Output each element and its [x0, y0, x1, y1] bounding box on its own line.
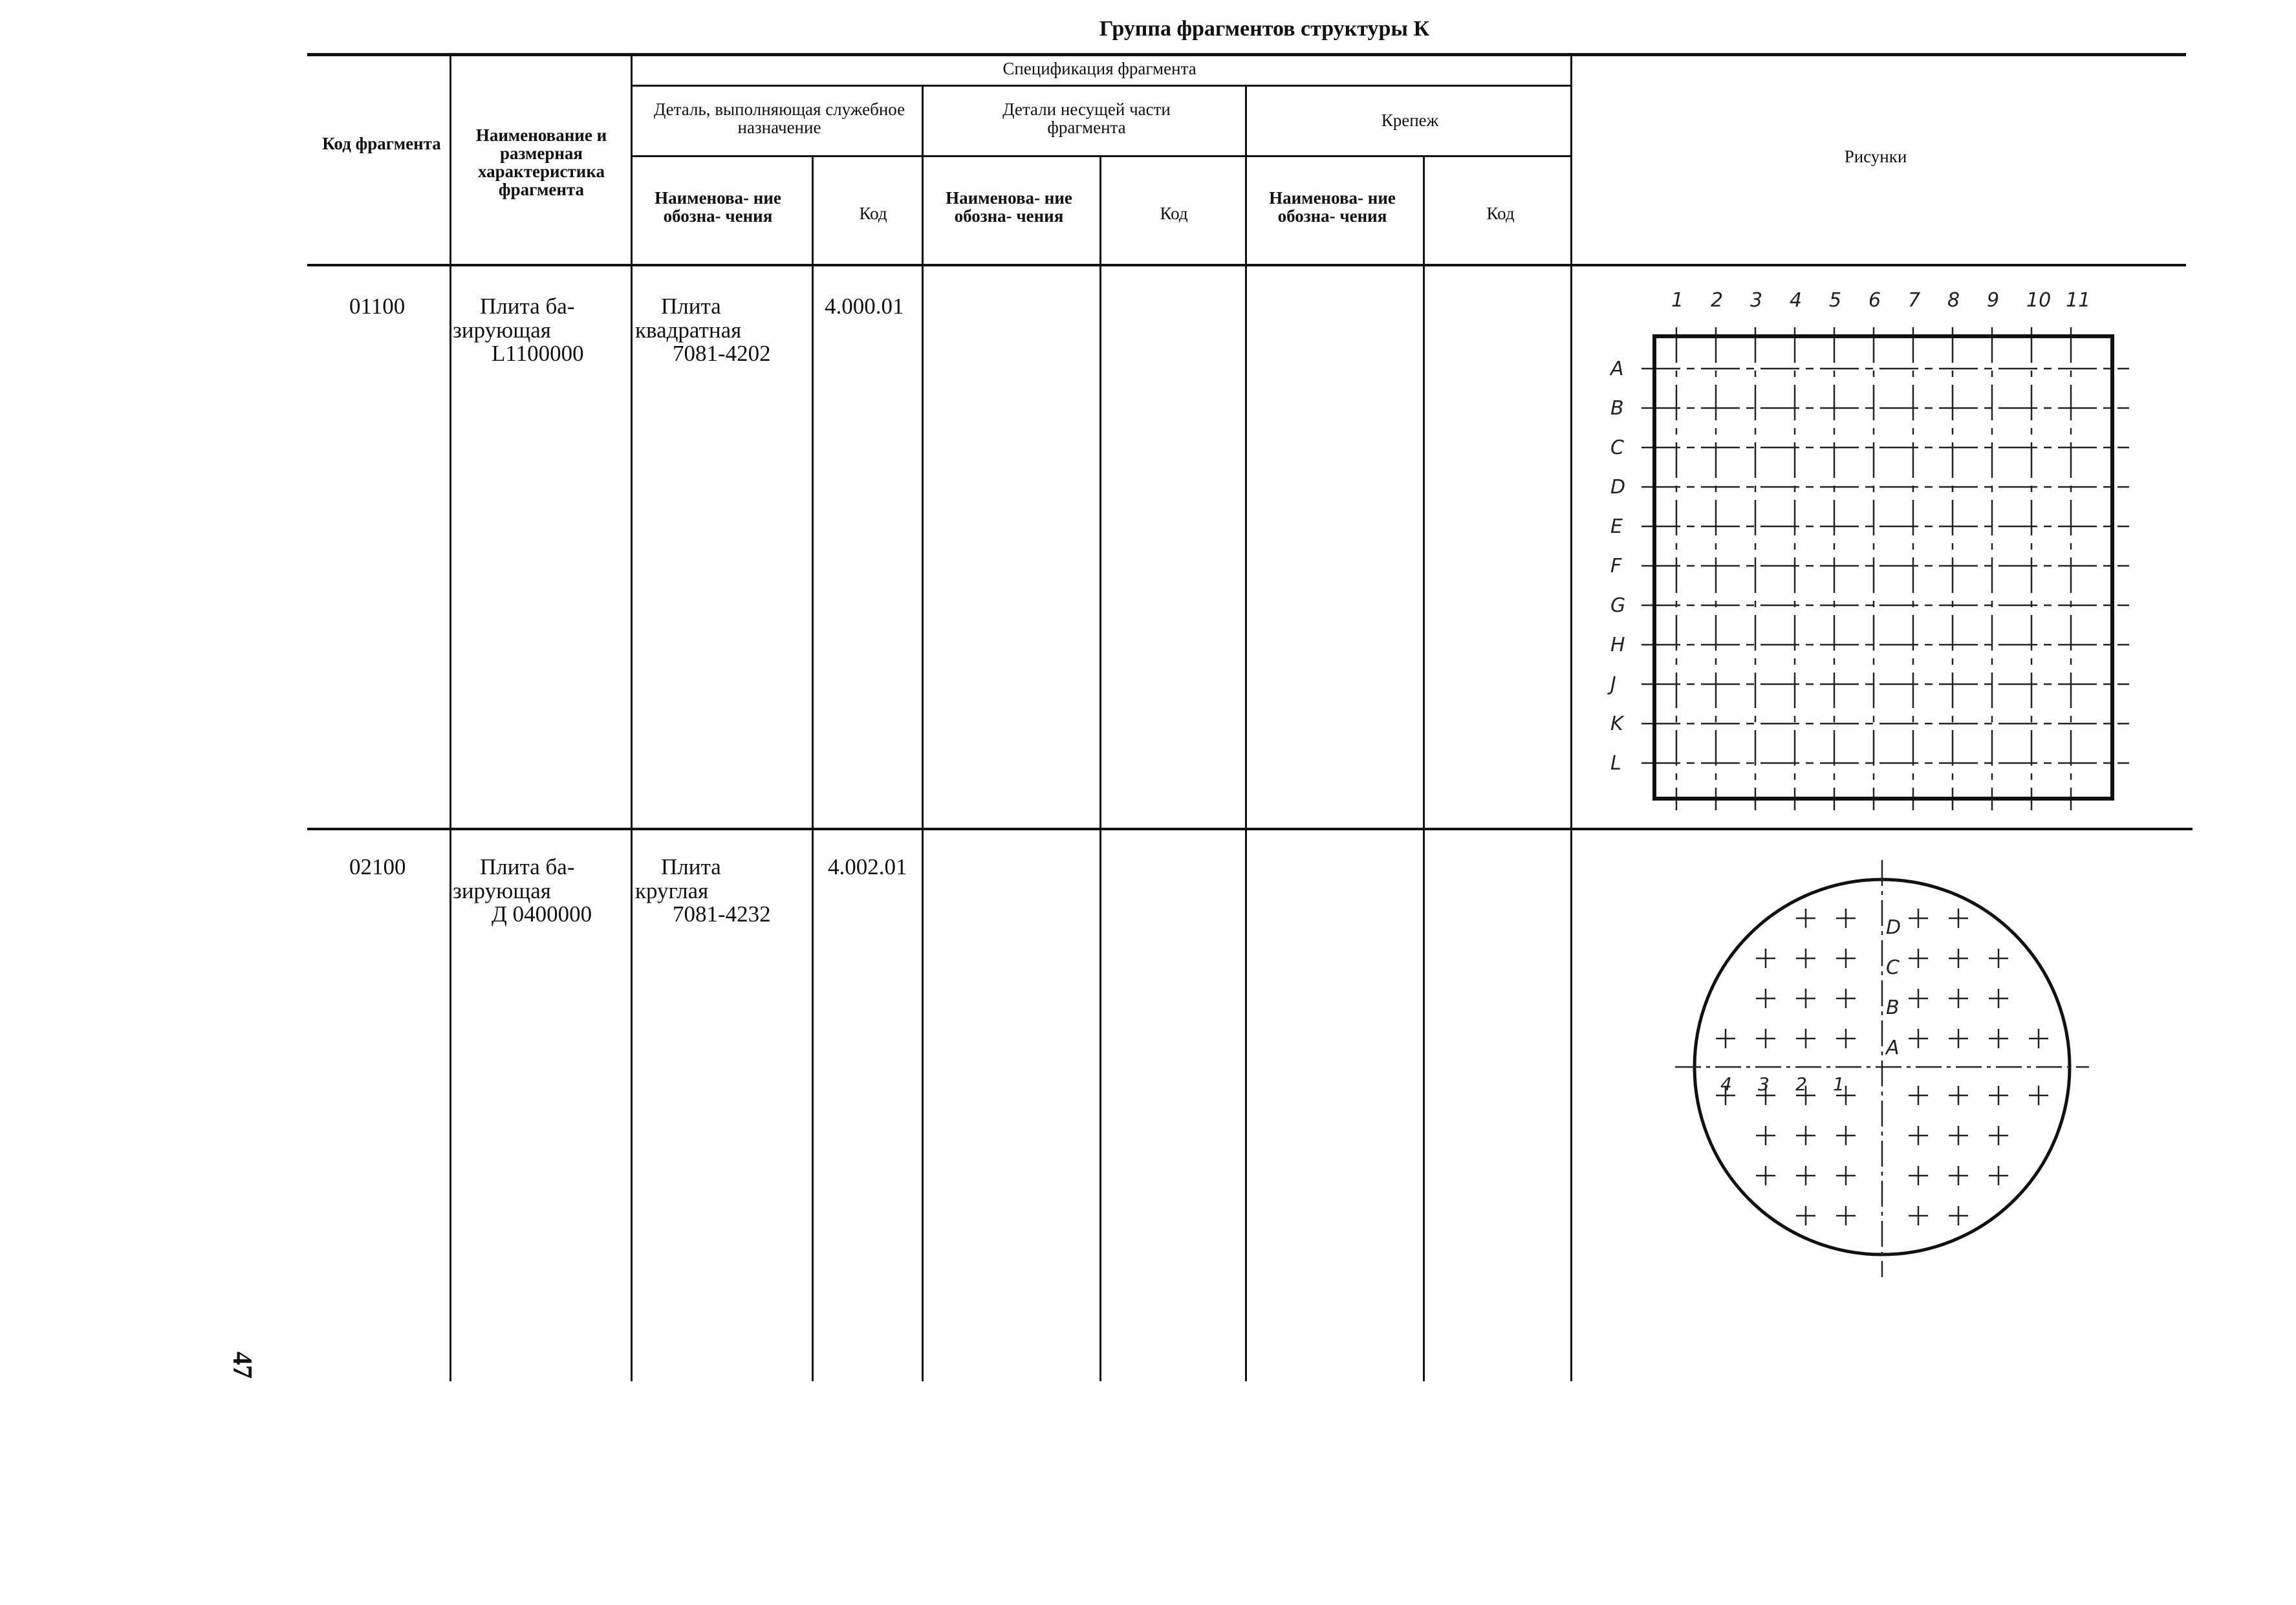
header-spec: Спецификация фрагмента: [1002, 59, 1197, 78]
square-col-label: 7: [1908, 289, 1921, 312]
square-col-label: 6: [1868, 289, 1881, 312]
row1-part-line1: Плита: [661, 294, 721, 319]
circle-axis-letter: B: [1886, 996, 1900, 1019]
circle-axis-number: 4: [1720, 1073, 1732, 1095]
row2-part-line1: Плита: [661, 854, 721, 879]
header-carrier-parts: Детали несущей части фрагмента: [1002, 100, 1171, 137]
square-row-label: H: [1610, 634, 1625, 656]
square-plate-drawing: [1597, 278, 2141, 847]
header-code: Код фрагмента: [322, 134, 441, 153]
header-service-part: Деталь, выполняющая служебное назначение: [653, 100, 905, 137]
square-row-label: B: [1610, 397, 1624, 420]
square-col-label: 8: [1947, 289, 1960, 312]
header-sub-name-2: Наименова- ние обозна- чения: [946, 188, 1072, 226]
square-row-label: A: [1610, 358, 1624, 380]
row1-name-line2: зирующая: [453, 318, 551, 343]
square-col-label: 10: [2026, 289, 2052, 312]
header-sub-code-2: Код: [1160, 204, 1188, 223]
circle-axis-letter: A: [1886, 1037, 1900, 1059]
row2-part-code: 4.002.01: [828, 854, 907, 879]
page-number: 47: [227, 1352, 257, 1379]
square-col-label: 11: [2066, 289, 2091, 312]
round-plate-drawing: [1662, 854, 2102, 1280]
row2-name-line2: зирующая: [453, 878, 551, 903]
square-row-label: J: [1610, 673, 1616, 696]
square-row-label: G: [1610, 594, 1626, 617]
square-col-label: 4: [1790, 289, 1803, 312]
square-col-label: 9: [1987, 289, 2000, 312]
square-row-label: L: [1610, 752, 1621, 775]
square-col-label: 1: [1671, 289, 1684, 312]
row1-code: 01100: [349, 294, 406, 319]
header-sub-code-3: Код: [1486, 204, 1515, 223]
header-sub-name-1: Наименова- ние обозна- чения: [655, 188, 781, 226]
row1-part-line3: 7081-4202: [673, 341, 771, 366]
circle-axis-number: 2: [1795, 1073, 1807, 1095]
row2-name-line1: Плита ба-: [480, 854, 575, 879]
header-name: Наименование и размерная характеристика фрагмента: [475, 125, 607, 199]
circle-axis-letter: D: [1886, 916, 1901, 939]
circle-axis-letter: C: [1886, 956, 1900, 979]
header-sub-code-1: Код: [859, 204, 887, 223]
row2-part-line3: 7081-4232: [673, 901, 771, 927]
square-row-label: E: [1610, 515, 1623, 538]
circle-axis-number: 3: [1758, 1073, 1770, 1095]
circle-axis-number: 1: [1833, 1073, 1845, 1095]
header-sub-name-3: Наименова- ние обозна- чения: [1269, 188, 1396, 226]
header-drawings: Рисунки: [1844, 147, 1907, 166]
row1-part-code: 4.000.01: [825, 294, 904, 319]
square-col-label: 5: [1829, 289, 1842, 312]
row1-part-line2: квадратная: [635, 318, 742, 343]
row2-name-line3: Д 0400000: [492, 901, 592, 927]
row2-code: 02100: [349, 854, 406, 879]
page-title: Группа фрагментов структуры К: [1099, 17, 1430, 41]
header-fasteners: Крепеж: [1381, 111, 1439, 130]
square-col-label: 3: [1750, 289, 1763, 312]
row1-name-line1: Плита ба-: [480, 294, 575, 319]
square-row-label: K: [1610, 713, 1623, 735]
row2-part-line2: круглая: [635, 878, 709, 903]
row1-name-line3: L1100000: [492, 341, 584, 366]
square-row-label: C: [1610, 436, 1624, 459]
square-col-label: 2: [1711, 289, 1724, 312]
square-row-label: F: [1610, 555, 1622, 577]
square-row-label: D: [1610, 476, 1626, 499]
